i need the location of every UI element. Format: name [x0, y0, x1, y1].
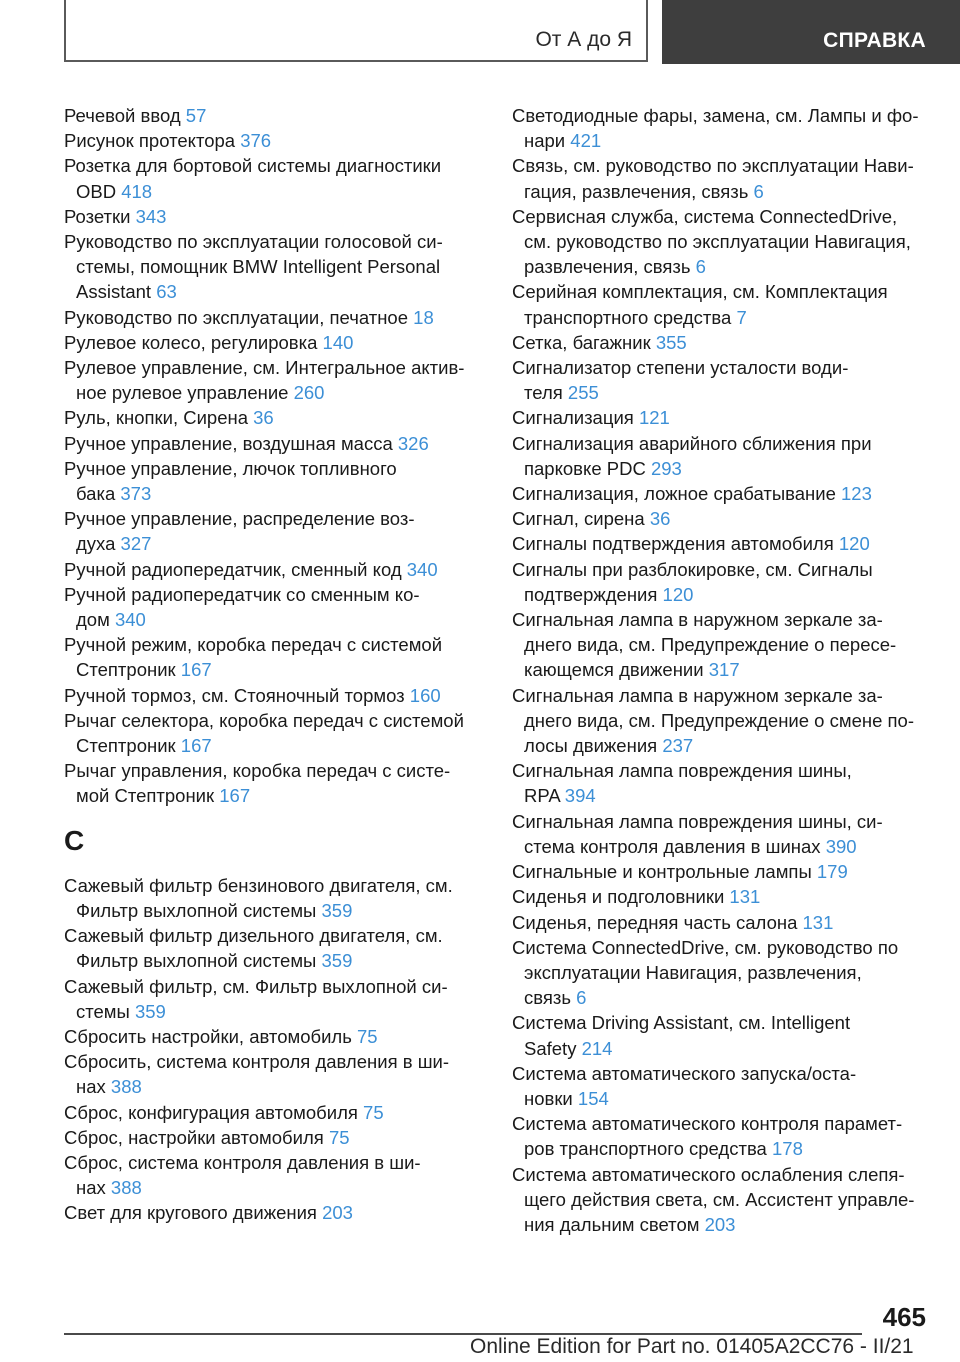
index-entry-text: Сброс, настройки автомобиля — [64, 1126, 324, 1148]
header-chapter-title: СПРАВКА — [823, 29, 926, 52]
index-entry-page-link[interactable]: 36 — [649, 508, 671, 530]
index-entry-page-link[interactable]: 57 — [185, 105, 207, 126]
index-entry — [64, 431, 484, 456]
index-entry-text: Рисунок протектора — [64, 130, 236, 152]
index-entry-text: Свет для кругового движения — [64, 1202, 317, 1224]
index-entry — [64, 1150, 484, 1200]
index-entry — [64, 632, 484, 682]
index-entry-text: Ручной тормоз, см. Стояночный тормоз — [64, 684, 405, 706]
index-entry-text: Сбросить настройки, автомобиль — [64, 1025, 352, 1047]
index-entry — [512, 153, 932, 203]
index-entry-text: Розетки — [64, 205, 131, 227]
index-entry-page-link[interactable]: 6 — [753, 180, 764, 202]
index-entry — [512, 330, 932, 355]
index-entry-page-link[interactable]: 388 — [110, 1177, 142, 1199]
index-entry — [64, 456, 484, 506]
index-entry-text: Связь, см. руководство по эксплуатации Нави‐ гация, развлечения, связь — [512, 155, 914, 202]
section-letter: С — [64, 824, 85, 856]
index-entry-page-link[interactable]: 421 — [570, 130, 602, 152]
index-entry-page-link[interactable]: 75 — [363, 1101, 384, 1123]
index-entry-page-link[interactable]: 355 — [655, 331, 687, 353]
index-entry-page-link[interactable]: 7 — [736, 306, 747, 328]
index-entry — [64, 305, 484, 330]
index-entry — [512, 758, 932, 808]
index-entry-text: Сигнальная лампа повреждения шины, RPA — [512, 760, 852, 807]
footer-edition: Online Edition for Part no. 01405A2CC76 - II/21 — [470, 1335, 914, 1358]
index-entry — [512, 859, 932, 884]
index-entry-text: Ручное управление, лючок топливного бака — [64, 457, 397, 505]
index-entry-text: Руль, кнопки, Сирена — [64, 407, 248, 429]
index-entry — [512, 1061, 932, 1111]
index-entry-text: Сброс, конфигурация автомобиля — [64, 1101, 358, 1123]
index-entry-page-link[interactable]: 120 — [838, 533, 870, 555]
index-entry-page-link[interactable]: 75 — [357, 1025, 378, 1047]
index-entry-text: Сигнализация — [512, 407, 634, 429]
header-section-title: От А до Я — [535, 28, 632, 51]
index-entry-text: Речевой ввод — [64, 105, 181, 126]
index-entry-text: Сажевый фильтр дизельного двигателя, см. Фильтр выхлопной системы — [64, 925, 443, 972]
index-entry — [512, 935, 932, 1011]
index-entry-page-link[interactable]: 359 — [321, 950, 353, 972]
index-entry — [512, 683, 932, 759]
index-entry-text: Ручное управление, воздушная масса — [64, 432, 393, 454]
index-column-left — [64, 103, 484, 1226]
index-entry-text: Сигнальная лампа в наружном зеркале за‐ днего вида, см. Предупреждение о пересе‐ кающемся движении — [512, 609, 897, 681]
index-entry-text: Система автоматического запуска/оста‐ новки — [512, 1062, 857, 1109]
index-entry-page-link[interactable]: 167 — [180, 659, 212, 681]
index-entry-page-link[interactable]: 376 — [240, 130, 272, 152]
index-entry-page-link[interactable]: 6 — [695, 256, 706, 278]
index-entry-text: Сигнал, сирена — [512, 508, 645, 530]
index-entry-page-link[interactable]: 359 — [321, 899, 353, 921]
index-entry-text: Сбросить, система контроля давления в ши‐ нах — [64, 1051, 450, 1098]
index-entry — [512, 557, 932, 607]
index-entry — [512, 809, 932, 859]
index-entry — [64, 582, 484, 632]
index-entry-text: Сигналы при разблокировке, см. Сигналы подтверждения — [512, 558, 873, 605]
index-list-s-continued — [512, 103, 932, 1237]
index-entry — [64, 683, 484, 708]
index-entry — [512, 103, 932, 153]
index-entry-page-link[interactable]: 123 — [841, 483, 872, 505]
index-entry-text: Рулевое управление, см. Интегральное актив‐ ное рулевое управление — [64, 357, 465, 404]
index-entry-text: Ручной радиопередатчик, сменный код — [64, 558, 402, 580]
index-entry-page-link[interactable]: 293 — [650, 457, 682, 479]
header-chapter-tab — [662, 0, 960, 64]
index-entry-page-link[interactable]: 359 — [134, 1000, 166, 1022]
index-entry — [64, 204, 484, 229]
index-list-r — [64, 103, 484, 809]
index-entry — [64, 557, 484, 582]
index-entry-page-link[interactable]: 131 — [802, 911, 834, 933]
index-list-s — [64, 873, 484, 1226]
index-entry-page-link[interactable]: 121 — [638, 407, 670, 429]
index-entry-page-link[interactable]: 203 — [322, 1202, 353, 1224]
index-entry — [64, 1100, 484, 1125]
index-entry — [512, 884, 932, 909]
index-entry — [64, 355, 484, 405]
index-entry-page-link[interactable]: 340 — [114, 609, 146, 631]
index-entry — [512, 607, 932, 683]
index-entry — [64, 974, 484, 1024]
index-entry-text: Сигнализатор степени усталости води‐ теля — [512, 357, 849, 404]
index-entry-text: Рычаг управления, коробка передач с систе‐ мой Стептроник — [64, 760, 451, 807]
index-entry-page-link[interactable]: 36 — [253, 407, 274, 429]
index-entry-page-link[interactable]: 255 — [567, 382, 599, 404]
index-entry-page-link[interactable]: 120 — [662, 583, 694, 605]
index-entry-text: Сброс, система контроля давления в ши‐ нах — [64, 1151, 421, 1199]
index-entry — [512, 405, 932, 430]
index-entry — [64, 873, 484, 923]
index-entry-text: Система Driving Assistant, см. Intelligent Safety — [512, 1012, 851, 1059]
index-entry-page-link[interactable]: 260 — [293, 382, 325, 404]
index-entry — [64, 1024, 484, 1049]
index-entry-text: Сиденья, передняя часть салона — [512, 911, 798, 933]
index-entry — [512, 531, 932, 556]
index-entry-page-link[interactable]: 167 — [219, 785, 251, 807]
index-entry-text: Руководство по эксплуатации голосовой си‐ стемы, помощник BMW Intelligent Personal Assistant — [64, 231, 443, 303]
index-entry-page-link[interactable]: 131 — [729, 886, 761, 908]
index-entry-text: Сажевый фильтр бензинового двигателя, см. Фильтр выхлопной системы — [64, 874, 453, 921]
index-entry — [512, 1010, 932, 1060]
header-section-box — [64, 0, 648, 62]
index-entry-page-link[interactable]: 214 — [581, 1037, 613, 1059]
index-entry-text: Рычаг селектора, коробка передач с системой Стептроник — [64, 709, 464, 757]
index-entry-text: Сиденья и подголовники — [512, 886, 725, 908]
index-entry-page-link[interactable]: 394 — [564, 785, 596, 807]
index-entry-text: Сигнальная лампа в наружном зеркале за‐ днего вида, см. Предупреждение о смене по‐ лосы движения — [512, 684, 914, 757]
index-entry-page-link[interactable]: 18 — [413, 306, 434, 328]
index-entry — [64, 1049, 484, 1099]
index-entry-page-link[interactable]: 390 — [825, 835, 857, 857]
index-entry — [64, 923, 484, 973]
index-entry — [512, 355, 932, 405]
index-entry — [512, 204, 932, 280]
index-entry — [512, 481, 932, 506]
index-entry-text: Система ConnectedDrive, см. руководство по эксплуатации Навигация, развлечения, связь — [512, 936, 899, 1009]
index-entry-page-link[interactable]: 373 — [120, 483, 152, 505]
index-entry-text: Руководство по эксплуатации, печатное — [64, 306, 409, 328]
index-entry-text: Сигнальная лампа повреждения шины, си‐ стема контроля давления в шинах — [512, 810, 883, 857]
index-entry — [64, 128, 484, 153]
index-entry-page-link[interactable]: 63 — [156, 281, 177, 303]
index-entry-text: Сигналы подтверждения автомобиля — [512, 533, 834, 555]
index-entry — [512, 1111, 932, 1161]
index-entry — [64, 229, 484, 305]
index-entry — [512, 431, 932, 481]
index-entry — [64, 405, 484, 430]
index-entry-page-link[interactable]: 178 — [772, 1138, 803, 1160]
index-entry-page-link[interactable]: 388 — [110, 1076, 142, 1098]
index-entry-text: Система автоматического контроля парамет‐ ров транспортного средства — [512, 1113, 903, 1160]
index-entry-text: Сигнальные и контрольные лампы — [512, 861, 812, 883]
index-entry-text: Сигнализация, ложное срабатывание — [512, 483, 836, 505]
index-entry — [512, 910, 932, 935]
index-entry-text: Светодиодные фары, замена, см. Лампы и фо‐ нари — [512, 105, 919, 152]
index-entry-page-link[interactable]: 140 — [322, 331, 354, 353]
index-entry-text: Сервисная служба, система ConnectedDrive, см. руководство по эксплуатации Навигация, развлечения, связь — [512, 205, 911, 278]
index-column-right — [512, 103, 932, 1237]
index-entry-page-link[interactable]: 75 — [328, 1126, 350, 1148]
index-entry-text: Сажевый фильтр, см. Фильтр выхлопной си‐ стемы — [64, 975, 448, 1022]
index-entry — [64, 330, 484, 355]
index-entry-text: Розетка для бортовой системы диагностики OBD — [64, 155, 442, 202]
index-entry — [64, 153, 484, 203]
index-entry-page-link[interactable]: 418 — [121, 180, 153, 202]
index-entry-text: Система автоматического ослабления слепя‐ щего действия света, см. Ассистент управле‐ ния дальним светом — [512, 1163, 915, 1235]
index-entry-text: Ручное управление, распределение воз‐ духа — [64, 508, 415, 555]
index-entry — [64, 708, 484, 758]
index-entry-page-link[interactable]: 167 — [180, 735, 212, 757]
index-entry — [512, 506, 932, 531]
index-entry-text: Ручной режим, коробка передач с системой Стептроник — [64, 634, 443, 681]
page-number: 465 — [882, 1302, 926, 1332]
index-entry-text: Серийная комплектация, см. Комплектация транспортного средства — [512, 281, 888, 328]
index-entry-text: Сигнализация аварийного сближения при парковке PDC — [512, 432, 872, 479]
index-entry — [64, 506, 484, 556]
index-entry — [512, 279, 932, 329]
index-entry-page-link[interactable]: 179 — [816, 861, 848, 883]
index-entry-page-link[interactable]: 237 — [662, 735, 694, 757]
index-entry-page-link[interactable]: 203 — [704, 1213, 736, 1235]
index-entry — [64, 1200, 484, 1225]
index-entry-page-link[interactable]: 343 — [135, 205, 167, 227]
index-entry — [64, 1125, 484, 1150]
index-entry-page-link[interactable]: 340 — [406, 558, 438, 580]
index-entry-page-link[interactable]: 6 — [576, 987, 587, 1009]
index-entry — [512, 1162, 932, 1238]
index-entry-page-link[interactable]: 327 — [120, 533, 152, 555]
index-entry-page-link[interactable]: 160 — [409, 684, 441, 706]
index-entry-page-link[interactable]: 317 — [708, 659, 740, 681]
index-entry-text: Ручной радиопередатчик со сменным ко‐ дом — [64, 583, 420, 631]
index-entry-text: Сетка, багажник — [512, 331, 651, 353]
index-entry-text: Рулевое колесо, регулировка — [64, 331, 318, 353]
index-entry — [64, 758, 484, 808]
index-entry-page-link[interactable]: 154 — [577, 1087, 609, 1109]
index-entry — [64, 103, 484, 128]
index-entry-page-link[interactable]: 326 — [397, 432, 429, 454]
